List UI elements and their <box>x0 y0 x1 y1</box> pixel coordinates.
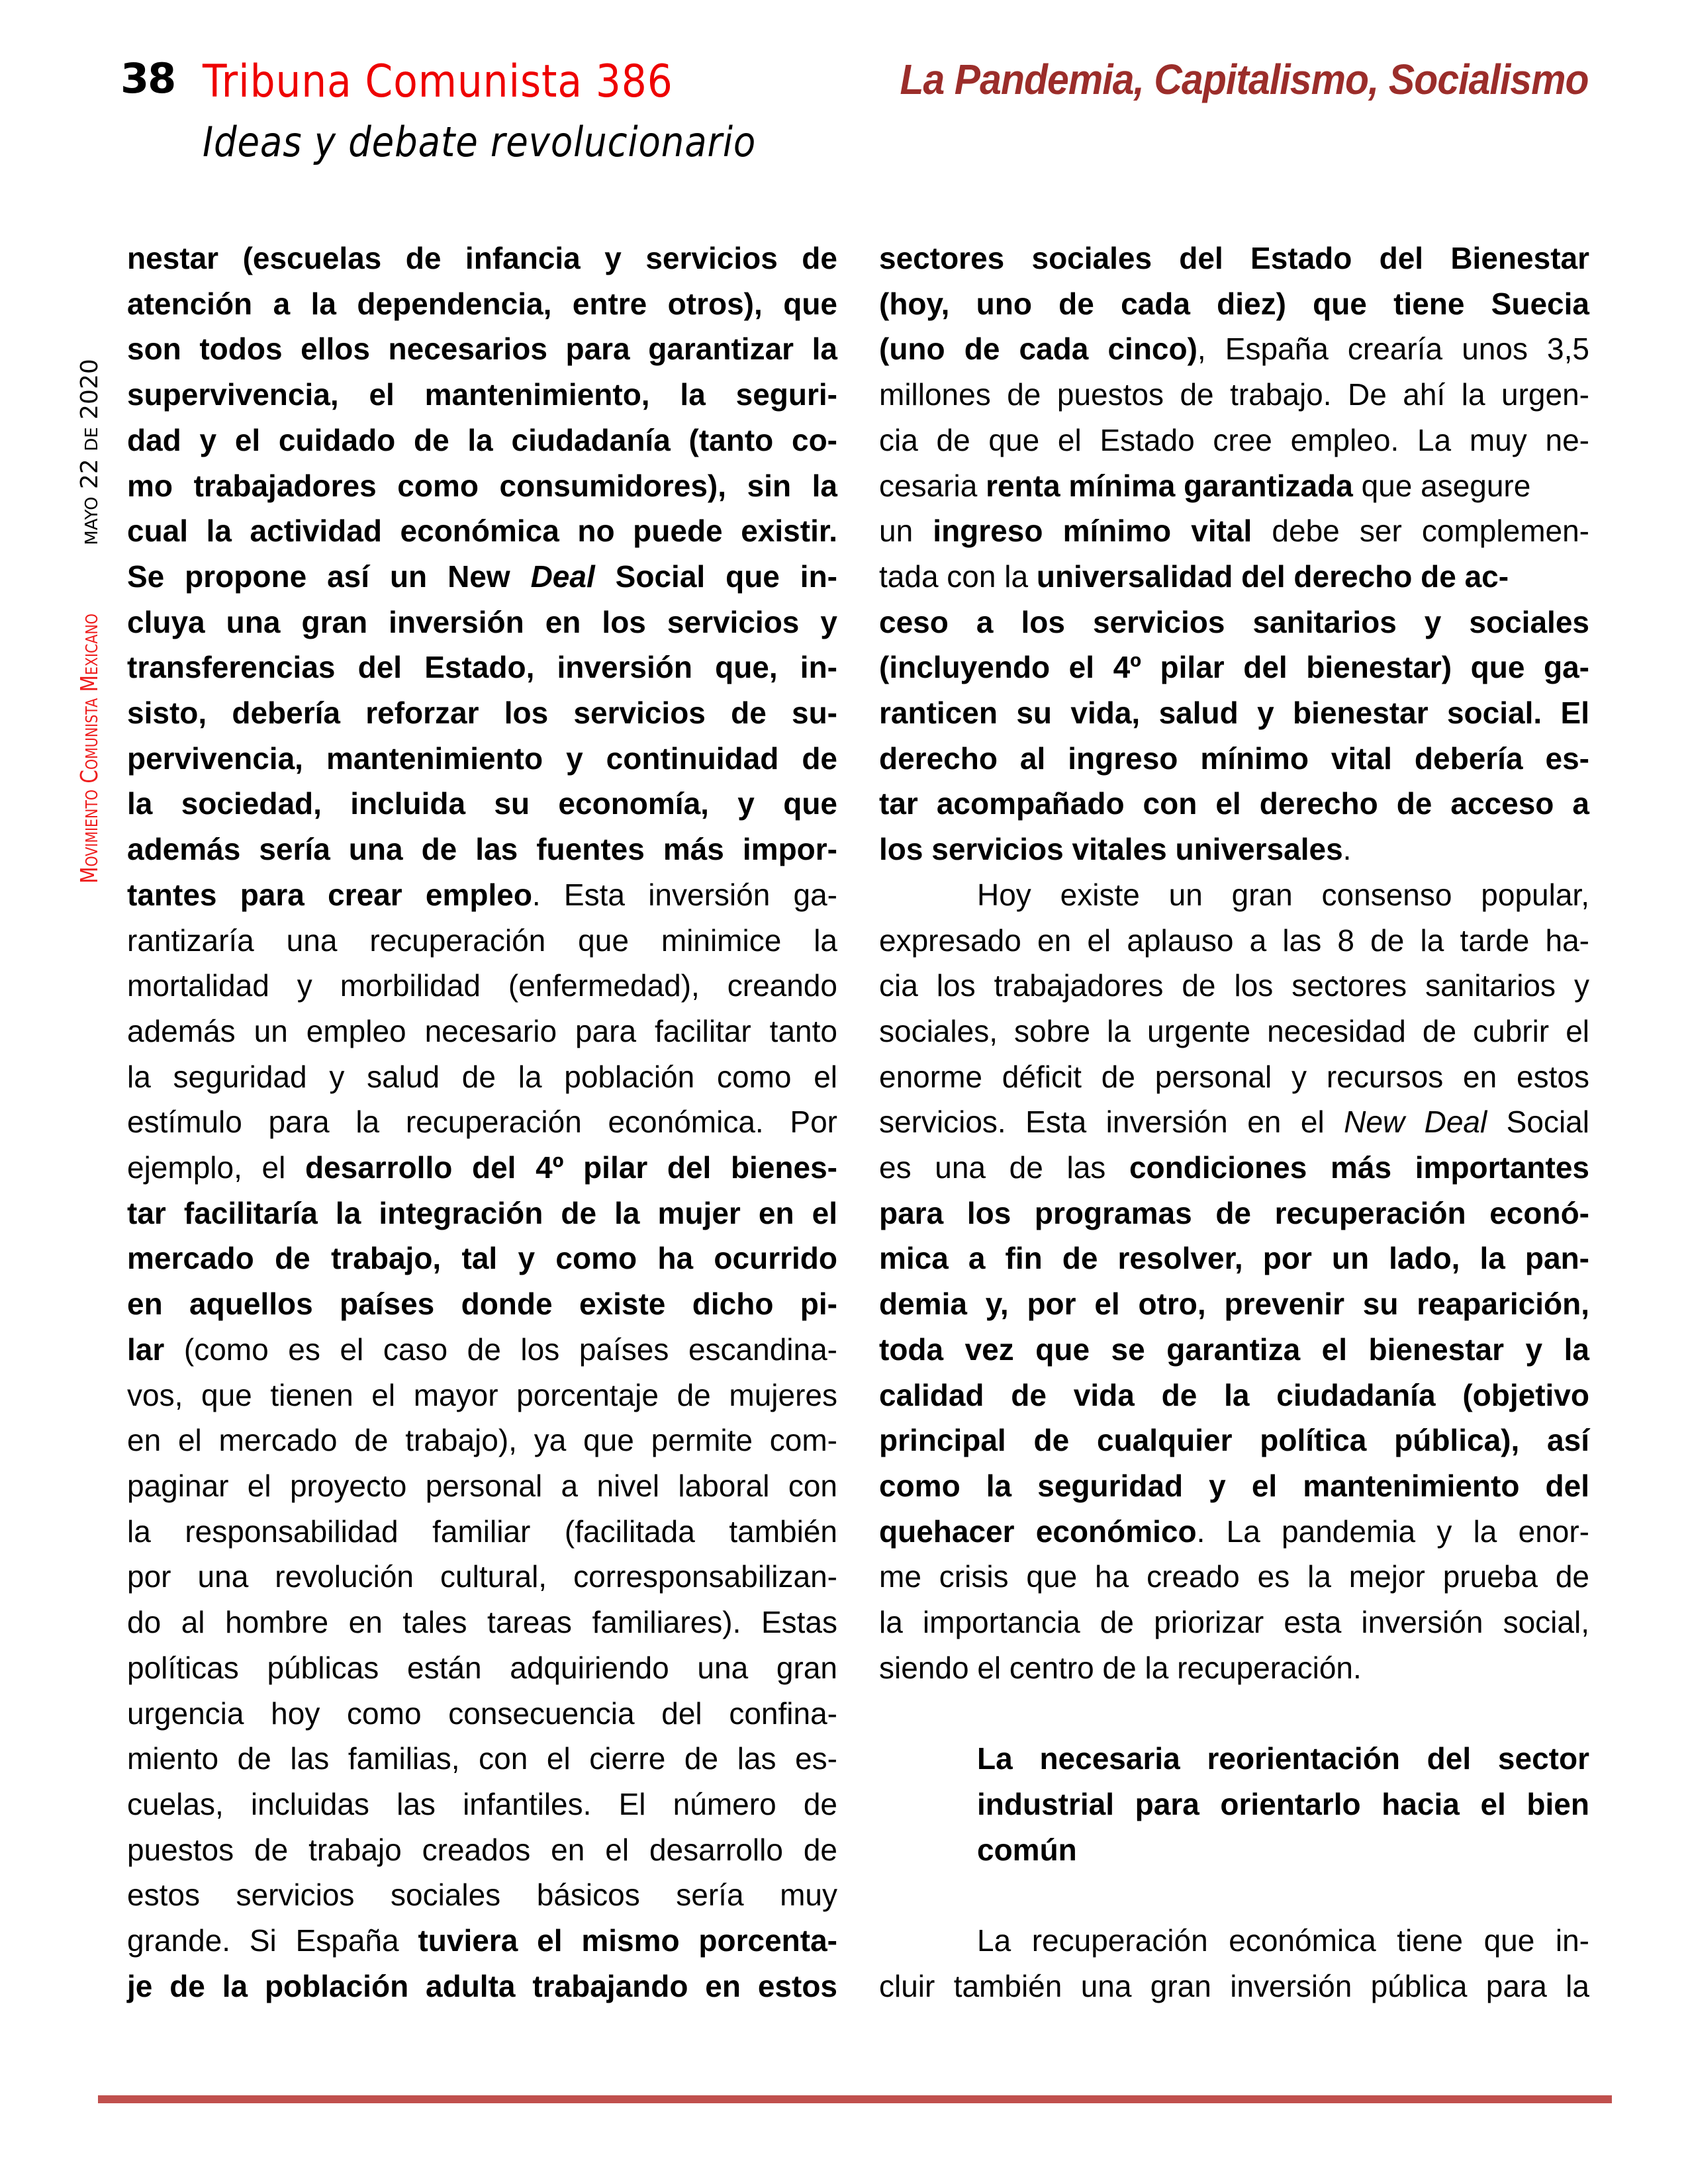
text-line: mortalidad y morbilidad (enfermedad), creando <box>127 968 837 1003</box>
text-line: sectores sociales del Estado del Bienestar <box>879 241 1589 275</box>
text-line: cluya una gran inversión en los servicios y <box>127 604 837 639</box>
text-line: para los programas de recuperación econó- <box>879 1195 1589 1230</box>
text-line: nestar (escuelas de infancia y servicios de <box>127 241 837 275</box>
text-line: pervivencia, mantenimiento y continuidad de <box>127 741 837 776</box>
text-line: en aquellos países donde existe dicho pi- <box>127 1287 837 1322</box>
text-line: urgencia hoy como consecuencia del confina- <box>127 1696 837 1731</box>
text-line: enorme déficit de personal y recursos en estos <box>879 1059 1589 1094</box>
right-column-paragraph-3 <box>879 1918 1589 2009</box>
sidebar-date-day: 22 <box>76 459 103 490</box>
text-line: Se propone así un New Deal Social que in- <box>127 559 837 594</box>
text-line: la sociedad, incluida su economía, y que <box>127 786 837 821</box>
text-line: La recuperación económica tiene que in- <box>977 1923 1589 1958</box>
text-line: atención a la dependencia, entre otros), que <box>127 286 837 321</box>
text-line: transferencias del Estado, inversión que, in- <box>127 650 837 685</box>
text-line: miento de las familias, con el cierre de las es- <box>127 1741 837 1776</box>
text-line: tar acompañado con el derecho de acceso a <box>879 786 1589 821</box>
heading-line: industrial para orientarlo hacia el bien <box>977 1786 1589 1821</box>
text-line: mica a fin de resolver, por un lado, la pan- <box>879 1241 1589 1276</box>
text-line: (uno de cada cinco), España crearía unos 3,5 <box>879 332 1589 367</box>
text-line: tantes para crear empleo. Esta inversión ga- <box>127 877 837 912</box>
left-column <box>127 236 837 2009</box>
text-line: ejemplo, el desarrollo del 4º pilar del bienes- <box>127 1150 837 1185</box>
sidebar-organization: Movimiento Comunista Mexicano <box>76 614 103 884</box>
text-line: principal de cualquier política pública), así <box>879 1423 1589 1458</box>
text-line: expresado en el aplauso a las 8 de la tarde ha- <box>879 923 1589 958</box>
text-line: ranticen su vida, salud y bienestar social. El <box>879 696 1589 731</box>
text-line: además un empleo necesario para facilitar tanto <box>127 1013 837 1048</box>
text-line: cluir también una gran inversión pública para la <box>879 1968 1589 2003</box>
subsection-heading <box>879 1736 1589 1872</box>
text-line: es una de las condiciones más importantes <box>879 1150 1589 1185</box>
text-line: vos, que tienen el mayor porcentaje de mujeres <box>127 1377 837 1412</box>
text-line: derecho al ingreso mínimo vital debería es- <box>879 741 1589 776</box>
text-line: cual la actividad económica no puede existir. <box>127 514 837 549</box>
text-line: lar (como es el caso de los países escandina- <box>127 1332 837 1367</box>
magazine-title: Tribuna Comunista 386 <box>203 56 673 108</box>
text-line: sociales, sobre la urgente necesidad de cubrir el <box>879 1013 1589 1048</box>
text-line: ceso a los servicios sanitarios y sociales <box>879 604 1589 639</box>
text-line: dad y el cuidado de la ciudadanía (tanto co- <box>127 422 837 457</box>
text-line: (incluyendo el 4º pilar del bienestar) que ga- <box>879 650 1589 685</box>
sidebar-date-year: 2020 <box>76 359 103 420</box>
section-title: La Pandemia, Capitalismo, Socialismo <box>900 56 1589 103</box>
text-line: millones de puestos de trabajo. De ahí la urgen- <box>879 377 1589 412</box>
text-line: demia y, por el otro, prevenir su reaparición, <box>879 1287 1589 1322</box>
text-line: rantizaría una recuperación que minimice la <box>127 923 837 958</box>
text-line: supervivencia, el mantenimiento, la seguri- <box>127 377 837 412</box>
text-line: cesaria renta mínima garantizada que asegure <box>879 468 1531 503</box>
text-line: los servicios vitales universales. <box>879 832 1352 867</box>
bottom-rule-divider <box>98 2095 1612 2103</box>
text-line: mercado de trabajo, tal y como ha ocurrido <box>127 1241 837 1276</box>
heading-line: La necesaria reorientación del sector <box>977 1741 1589 1776</box>
text-line: estos servicios sociales básicos sería muy <box>127 1878 837 1913</box>
right-column <box>879 236 1589 2009</box>
heading-line: común <box>977 1832 1077 1867</box>
text-line: grande. Si España tuviera el mismo porcenta- <box>127 1923 837 1958</box>
text-line: siendo el centro de la recuperación. <box>879 1650 1362 1685</box>
text-line: calidad de vida de la ciudadanía (objetivo <box>879 1377 1589 1412</box>
right-column-paragraph-1 <box>879 236 1589 872</box>
text-line: la seguridad y salud de la población como el <box>127 1059 837 1094</box>
text-line: je de la población adulta trabajando en estos <box>127 1968 837 2003</box>
text-line: además sería una de las fuentes más impor- <box>127 832 837 867</box>
text-line: servicios. Esta inversión en el New Deal Social <box>879 1105 1589 1140</box>
text-line: tada con la universalidad del derecho de ac- <box>879 559 1509 594</box>
sidebar-vertical-label <box>78 222 102 884</box>
sidebar-date-de: DE <box>82 427 102 451</box>
magazine-subtitle: Ideas y debate revolucionario <box>203 118 757 166</box>
text-line: toda vez que se garantiza el bienestar y la <box>879 1332 1589 1367</box>
page-number: 38 <box>120 54 175 103</box>
text-line: políticas públicas están adquiriendo una gran <box>127 1650 837 1685</box>
text-line: en el mercado de trabajo), ya que permite com- <box>127 1423 837 1458</box>
right-column-paragraph-2 <box>879 872 1589 1691</box>
sidebar-date <box>78 359 102 545</box>
text-line: mo trabajadores como consumidores), sin la <box>127 468 837 503</box>
text-line: un ingreso mínimo vital debe ser complemen- <box>879 514 1589 549</box>
text-line: puestos de trabajo creados en el desarrollo de <box>127 1832 837 1867</box>
text-line: quehacer económico. La pandemia y la enor- <box>879 1514 1589 1549</box>
text-line: tar facilitaría la integración de la mujer en el <box>127 1195 837 1230</box>
text-line: por una revolución cultural, corresponsabilizan- <box>127 1559 837 1594</box>
text-line: como la seguridad y el mantenimiento del <box>879 1468 1589 1503</box>
sidebar-date-month: MAYO <box>82 496 102 545</box>
text-line: la importancia de priorizar esta inversión social, <box>879 1605 1589 1640</box>
left-column-paragraph <box>127 236 837 2009</box>
text-line: cuelas, incluidas las infantiles. El número de <box>127 1786 837 1821</box>
spacer <box>879 1691 1589 1737</box>
text-line: do al hombre en tales tareas familiares). Estas <box>127 1605 837 1640</box>
text-line: estímulo para la recuperación económica. Por <box>127 1105 837 1140</box>
text-line: son todos ellos necesarios para garantizar la <box>127 332 837 367</box>
text-line: sisto, debería reforzar los servicios de su- <box>127 696 837 731</box>
text-line: (hoy, uno de cada diez) que tiene Suecia <box>879 286 1589 321</box>
text-line: la responsabilidad familiar (facilitada también <box>127 1514 837 1549</box>
spacer <box>879 1872 1589 1918</box>
text-line: cia los trabajadores de los sectores sanitarios y <box>879 968 1589 1003</box>
text-line: Hoy existe un gran consenso popular, <box>977 877 1589 912</box>
text-line: cia de que el Estado cree empleo. La muy ne- <box>879 422 1589 457</box>
text-line: me crisis que ha creado es la mejor prueba de <box>879 1559 1589 1594</box>
text-line: paginar el proyecto personal a nivel laboral con <box>127 1468 837 1503</box>
